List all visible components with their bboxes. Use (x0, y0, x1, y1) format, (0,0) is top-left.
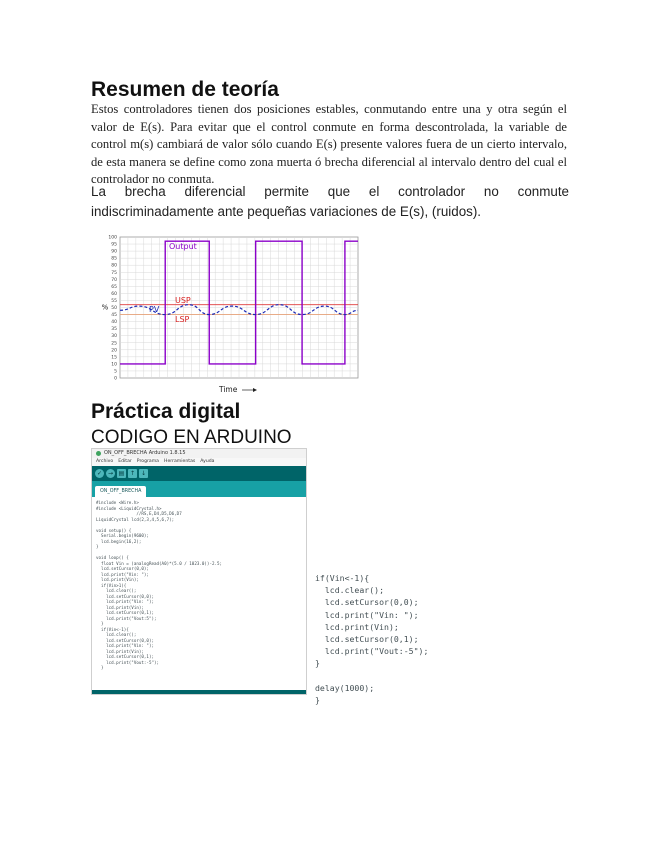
y-tick-label: 50 (111, 306, 117, 311)
y-axis-label: % (101, 303, 109, 312)
tab-on-off-brecha[interactable]: ON_OFF_BRECHA (95, 486, 146, 497)
code-line: delay(1000); (315, 682, 375, 693)
y-tick-label: 90 (111, 249, 117, 255)
y-tick-label: 85 (111, 256, 117, 262)
menu-editar[interactable]: Editar (118, 459, 132, 464)
y-tick-label: 0 (114, 376, 117, 382)
annotation-usp: USP (175, 296, 191, 305)
section-title-practice: Práctica digital (91, 400, 241, 423)
y-tick-label: 5 (114, 369, 117, 375)
ide-statusbar (92, 690, 306, 694)
y-tick-label: 15 (111, 355, 117, 361)
code-line: } (315, 695, 320, 706)
y-tick-label: 55 (111, 298, 117, 304)
theory-paragraph: Estos controladores tienen dos posiciones estables, conmutando entre una y otra según el valor de E(s). Para evitar que el control conmute en forma descontrolada, la variable de control m(s) cambiará de valor sólo cuando E(s) presente valores fuera de un cierto intervalo, de esta manera se define como zona muerta ó brecha diferencial al intervalo dentro del cual el controlador no conmuta. (91, 102, 567, 186)
y-tick-label: 35 (111, 327, 117, 333)
gap-paragraph: La brecha diferencial permite que el controlador no conmute indiscriminadamente ante pequeñas variaciones de E(s), (ruidos). (91, 184, 569, 219)
arduino-logo-icon (96, 451, 101, 456)
menu-ayuda[interactable]: Ayuda (200, 459, 215, 464)
code-line (315, 670, 470, 682)
y-tick-label: 95 (111, 242, 117, 248)
y-tick-label: 70 (111, 277, 117, 283)
y-tick-label: 75 (111, 270, 117, 276)
ide-window-title: ON_OFF_BRECHA Arduino 1.8.15 (104, 450, 186, 456)
code-line: lcd.clear(); (315, 585, 385, 596)
y-tick-label: 30 (111, 334, 117, 340)
code-line: } (315, 658, 320, 669)
y-tick-label: 80 (111, 263, 117, 269)
annotation-lsp: LSP (175, 315, 190, 324)
new-sketch-icon[interactable]: ▤ (118, 470, 125, 477)
code-line: lcd.print("Vin: "); (315, 609, 419, 620)
y-tick-label: 25 (111, 341, 117, 347)
section-title-theory: Resumen de teoría (91, 78, 279, 101)
code-line: lcd.print("Vout:-5"); (315, 646, 429, 657)
code-line: lcd.setCursor(0,0); (315, 597, 419, 608)
y-tick-label: 45 (111, 313, 117, 319)
code-line: lcd.print(Vin); (315, 621, 399, 632)
open-sketch-icon[interactable]: ↑ (129, 470, 136, 477)
x-axis-arrowhead-icon (253, 388, 257, 392)
save-sketch-icon[interactable]: ↓ (140, 470, 147, 477)
x-axis-label: Time (219, 385, 238, 394)
y-tick-label: 65 (111, 284, 117, 290)
annotation-output: Output (169, 242, 197, 251)
menu-herramientas[interactable]: Herramientas (164, 459, 196, 464)
y-tick-label: 60 (111, 291, 117, 297)
verify-icon[interactable]: ✓ (96, 470, 103, 477)
upload-icon[interactable]: → (107, 470, 114, 477)
section-subtitle: CODIGO EN ARDUINO (91, 427, 292, 448)
ide-titlebar (92, 449, 306, 458)
code-line: if(Vin<-1){ (315, 573, 370, 583)
on-off-chart (96, 234, 362, 396)
code-line: lcd.setCursor(0,1); (315, 634, 419, 645)
y-tick-label: 100 (108, 235, 117, 241)
y-tick-label: 10 (111, 362, 117, 368)
menu-archivo[interactable]: Archivo (96, 459, 114, 464)
y-tick-label: 20 (111, 348, 117, 354)
arduino-ide-window (91, 448, 307, 695)
menu-programa[interactable]: Programa (136, 459, 159, 464)
ide-toolbar (92, 466, 306, 481)
ide-tabbar (92, 481, 306, 497)
annotation-pv: PV (149, 305, 160, 314)
ide-menubar (92, 458, 306, 466)
code-zoom-excerpt (315, 572, 470, 706)
ide-code-editor[interactable]: #include <Wire.h> #include <LiquidCrystal.h> //RS,E,D4,D5,D6,D7 LiquidCrystal lcd(2,3,4,5,6,7); void setup() { Serial.begin(9600); lcd.begin(16,2); } void loop() { float Vin = (analogRead(A0)*(5.0 / 1023.0))-2.5; lcd.setCursor(0,0); lcd.print("Vin: "); lcd.print(Vin); if(Vin>1){ lcd.clear(); lcd.setCursor(0,0); lcd.print("Vin: "); lcd.print(Vin); lcd.setCursor(0,1); lcd.print("Vout:5"); } if(Vin<-1){ lcd.clear(); lcd.setCursor(0,0); lcd.print("Vin: "); lcd.print(Vin); lcd.setCursor(0,1); lcd.print("Vout:-5"); } (96, 500, 223, 670)
y-tick-label: 40 (111, 320, 117, 326)
